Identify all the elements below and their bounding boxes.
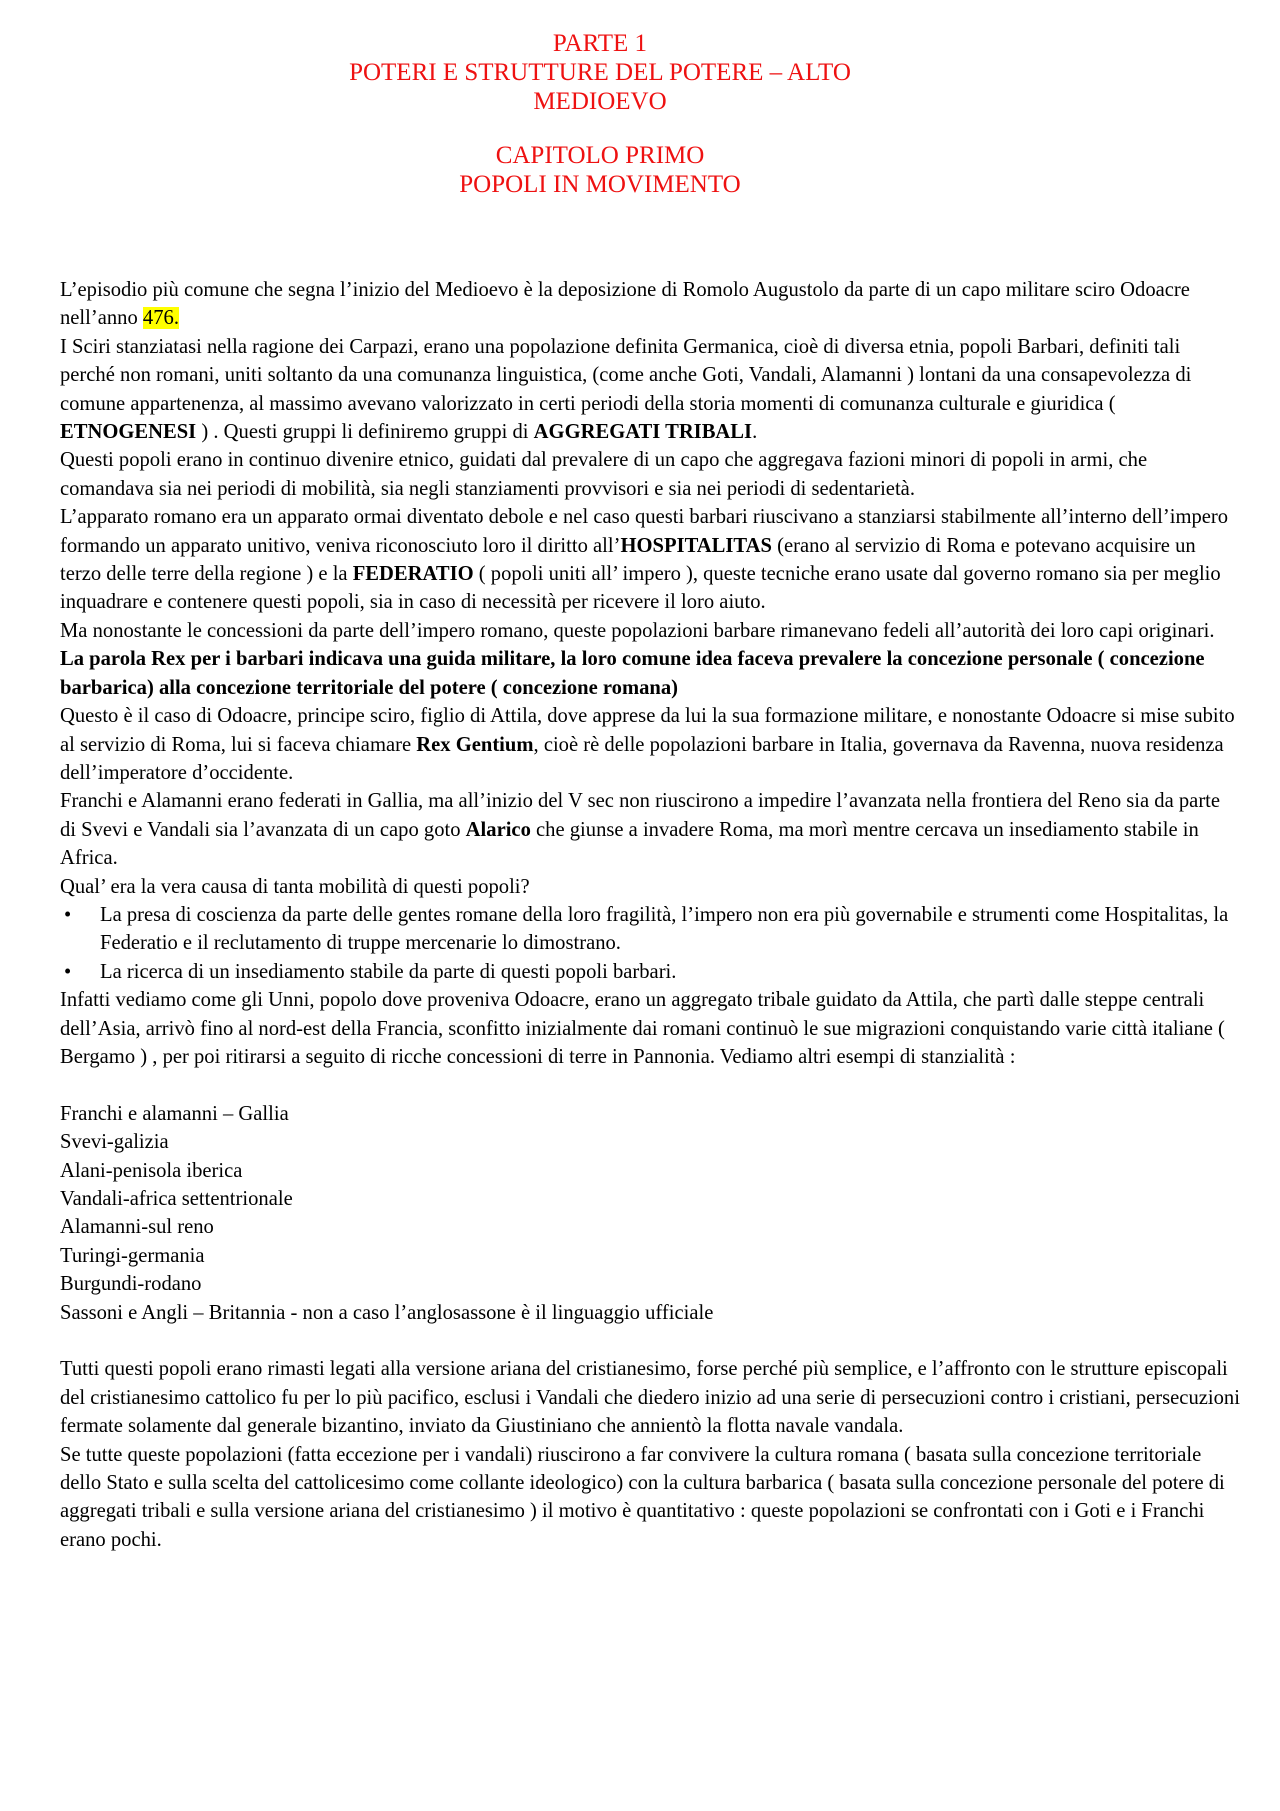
- settlement-item: Alamanni-sul reno: [60, 1216, 214, 1239]
- settlement-item: Alani-penisola iberica: [60, 1159, 243, 1182]
- paragraph-text: Ma nonostante le concessioni da parte dell’impero romano, queste popolazioni barbare rimanevano fedeli all’autorità dei loro capi originari.: [60, 619, 1215, 642]
- settlement-item: Turingi-germania: [60, 1244, 205, 1267]
- term-hospitalitas: HOSPITALITAS: [620, 534, 772, 557]
- paragraph-text: L’episodio più comune che segna l’inizio del Medioevo è la deposizione di Romolo Augustolo da parte di un capo militare sciro Odoacre nell’anno: [60, 279, 1190, 330]
- settlement-item: Burgundi-rodano: [60, 1273, 202, 1296]
- term-rex-gentium: Rex Gentium: [416, 733, 534, 756]
- settlements-list: [60, 1100, 1240, 1327]
- part-title-line-2: MEDIOEVO: [533, 88, 667, 115]
- heading-spacer: [0, 116, 1200, 141]
- paragraph-odoacre: [60, 702, 1240, 787]
- paragraph-franchi: [60, 787, 1240, 872]
- chapter-title: POPOLI IN MOVIMENTO: [459, 171, 741, 198]
- paragraph-conclusion: Se tutte queste popolazioni (fatta eccezione per i vandali) riuscirono a far convivere la cultura romana ( basata sulla concezione territoriale dello Stato e sulla scelta del cattolicesimo come collante ideologico) con la cultura barbarica ( basata sulla concezione personale del potere di aggregati tribali e sulla versione ariana del cristianesimo ) il motivo è quantitativo : queste popolazioni se confrontati con i Goti e i Franchi erano pochi.: [60, 1443, 1225, 1551]
- paragraph-text: (erano al servizio di Roma e potevano acquisire un terzo delle terre della regione ) e la: [60, 534, 1196, 586]
- settlement-item: Svevi-galizia: [60, 1131, 169, 1154]
- settlement-item: Sassoni e Angli – Britannia - non a caso l’anglosassone è il linguaggio ufficiale: [60, 1301, 714, 1324]
- blank-line: [60, 1327, 1240, 1355]
- bullet-marker: •: [64, 960, 72, 983]
- paragraph-text: , cioè rè delle popolazioni barbare in Italia, governava da Ravenna, nuova residenza dell’imperatore d’occidente.: [60, 733, 1224, 784]
- paragraph-intro: [60, 276, 1240, 333]
- chapter-headings: [0, 29, 1200, 199]
- bullet-text: La presa di coscienza da parte delle gentes romane della loro fragilità, l’impero non era più governabile e strumenti come Hospitalitas, la Federatio e il reclutamento di truppe mercenarie lo dimostrano.: [100, 903, 1229, 955]
- paragraph-text: I Sciri stanziatasi nella ragione dei Carpazi, erano una popolazione definita Germanica, cioè di diversa etnia, popoli Barbari, definiti tali perché non romani, uniti soltanto da una comunanza linguistica, (come anche Goti, Vandali, Alamanni ) lontani da una consapevolezza di comune appartenenza, al massimo avevano valorizzato in certi periodi della storia momenti di comunanza culturale e giuridica (: [60, 335, 1192, 415]
- bold-statement: La parola Rex per i barbari indicava una guida militare, la loro comune idea faceva prevalere la concezione personale ( concezione barbarica) alla concezione territoriale del potere ( concezione romana): [60, 648, 1205, 699]
- bullet-marker: •: [64, 903, 72, 926]
- paragraph-question: Qual’ era la vera causa di tanta mobilità di questi popoli?: [60, 875, 530, 898]
- settlement-item: Franchi e alamanni – Gallia: [60, 1102, 289, 1125]
- part-title-line-1: POTERI E STRUTTURE DEL POTERE – ALTO: [349, 59, 851, 86]
- highlighted-year: 476.: [142, 307, 179, 330]
- blank-line: [60, 1071, 1240, 1099]
- settlement-item: Vandali-africa settentrionale: [60, 1187, 293, 1210]
- bullet-item: [60, 958, 1240, 986]
- term-federatio: FEDERATIO: [352, 563, 474, 586]
- part-heading: PARTE 1: [552, 30, 648, 57]
- paragraph-sciri: [60, 333, 1240, 447]
- term-etnogenesi: ETNOGENESI: [60, 421, 197, 444]
- paragraph-rex: [60, 617, 1240, 702]
- bullet-text: La ricerca di un insediamento stabile da parte di questi popoli barbari.: [100, 960, 677, 983]
- paragraph-unni: Infatti vediamo come gli Unni, popolo dove proveniva Odoacre, erano un aggregato tribale guidato da Attila, che partì dalle steppe centrali dell’Asia, arrivò fino al nord-est della Francia, sconfitto inizialmente dai romani continuò le sue migrazioni conquistando varie città italiane ( Bergamo ) , per poi ritirarsi a seguito di ricche concessioni di terre in Pannonia. Vediamo altri esempi di stanzialità :: [60, 989, 1225, 1068]
- chapter-heading: CAPITOLO PRIMO: [495, 142, 705, 169]
- paragraph-arian: Tutti questi popoli erano rimasti legati alla versione ariana del cristianesimo, forse perché più semplice, e l’affronto con le strutture episcopali del cristianesimo cattolico fu per lo più pacifico, esclusi i Vandali che diedero inizio ad una serie di persecuzioni contro i cristiani, persecuzioni fermate solamente dal generale bizantino, inviato da Giustiniano che annientò la flotta navale vandala.: [60, 1358, 1240, 1438]
- document-body: [60, 276, 1240, 1554]
- paragraph-text: L’apparato romano era un apparato ormai diventato debole e nel caso questi barbari riuscivano a stanziarsi stabilmente all’interno dell’impero formando un apparato unitivo, veniva riconosciuto loro il diritto all’: [60, 506, 1229, 557]
- term-aggregati-tribali: AGGREGATI TRIBALI: [533, 421, 753, 444]
- bullet-item: [60, 901, 1240, 958]
- paragraph-text: ) . Questi gruppi li definiremo gruppi di: [196, 421, 534, 444]
- paragraph-text: che giunse a invadere Roma, ma morì mentre cercava un insediamento stabile in Africa.: [60, 818, 1199, 870]
- paragraph-roman-apparatus: [60, 503, 1240, 617]
- paragraph-text: Questo è il caso di Odoacre, principe sciro, figlio di Attila, dove apprese da lui la sua formazione militare, e nonostante Odoacre si mise subito al servizio di Roma, lui si faceva chiamare: [60, 705, 1235, 756]
- paragraph-ethnic: Questi popoli erano in continuo divenire etnico, guidati dal prevalere di un capo che aggregava fazioni minori di popoli in armi, che comandava sia nei periodi di mobilità, sia negli stanziamenti provvisori e sia nei periodi di sedentarietà.: [60, 449, 1148, 500]
- paragraph-text: Franchi e Alamanni erano federati in Gallia, ma all’inizio del V sec non riuscirono a impedire l’avanzata nella frontiera del Reno sia da parte di Svevi e Vandali sia l’avanzata di un capo goto: [60, 790, 1221, 841]
- paragraph-text: .: [752, 421, 758, 444]
- paragraph-text: ( popoli uniti all’ impero ), queste tecniche erano usate dal governo romano sia per meglio inquadrare e contenere questi popoli, sia in caso di necessità per ricevere il loro aiuto.: [60, 563, 1221, 614]
- term-alarico: Alarico: [465, 818, 531, 841]
